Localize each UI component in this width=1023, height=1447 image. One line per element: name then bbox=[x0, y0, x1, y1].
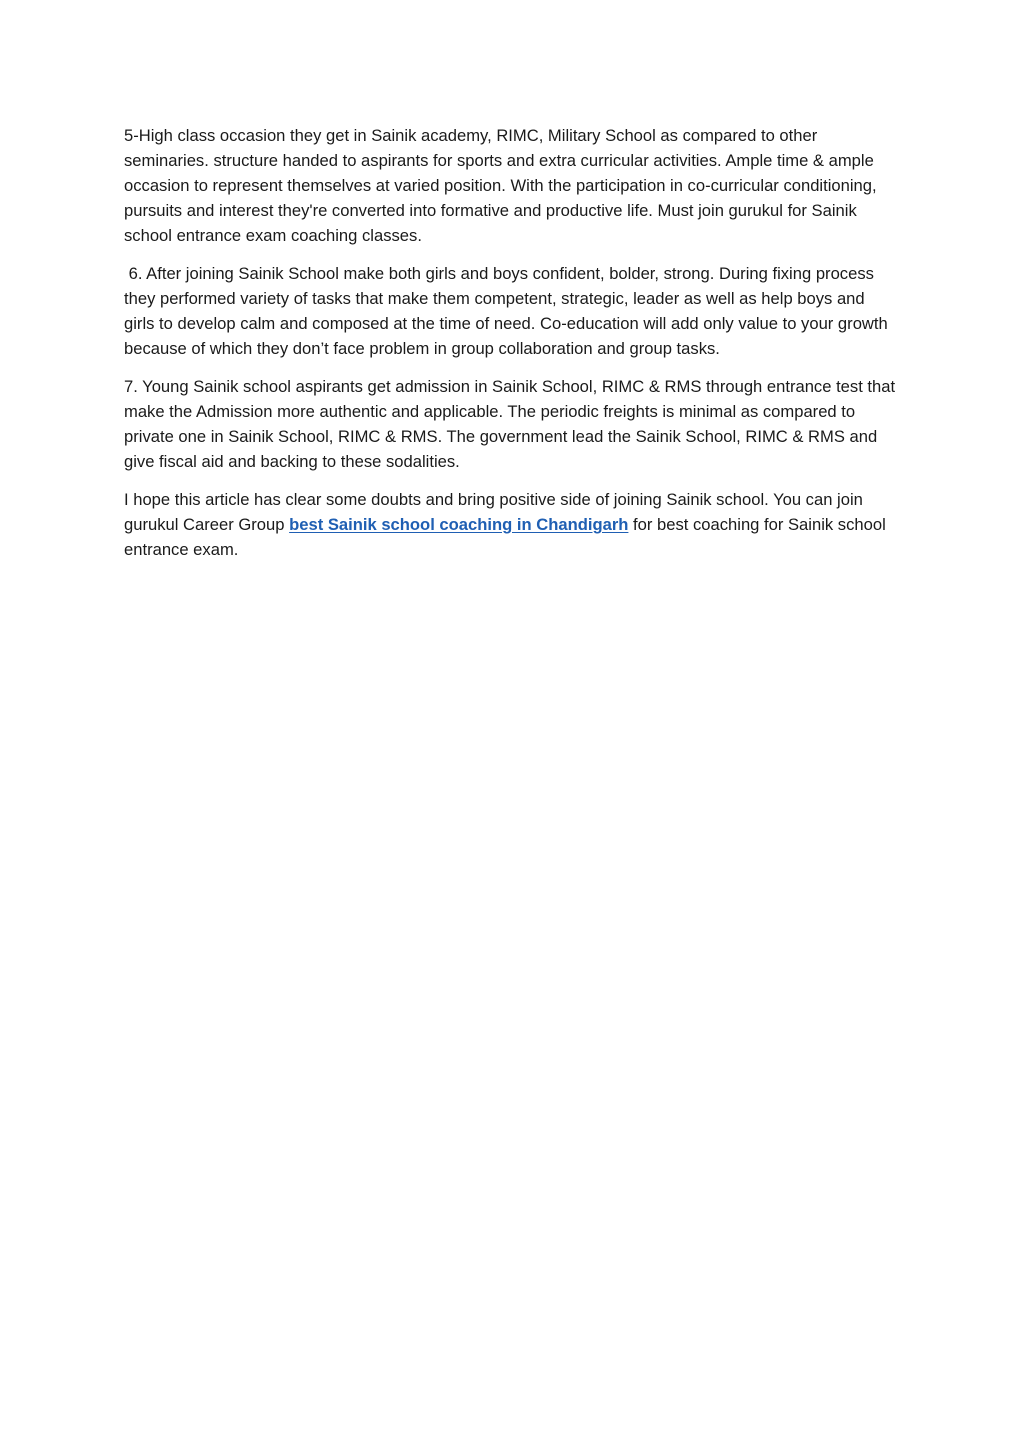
conclusion-text-before: I hope this article has clear some doubts and bring positive side of joining Sainik school. You can join gurukul Career Group bbox=[124, 490, 863, 534]
document-body bbox=[124, 123, 899, 575]
coaching-link[interactable]: best Sainik school coaching in Chandigarh bbox=[289, 515, 629, 534]
paragraph-7-young-aspirants: 7. Young Sainik school aspirants get admission in Sainik School, RIMC & RMS through entrance test that make the Admission more authentic and applicable. The periodic freights is minimal as compared to private one in Sainik School, RIMC & RMS. The government lead the Sainik School, RIMC & RMS and give fiscal aid and backing to these sodalities. bbox=[124, 377, 896, 471]
paragraph-conclusion bbox=[124, 487, 899, 562]
paragraph-5-high-class: 5-High class occasion they get in Sainik academy, RIMC, Military School as compared to other seminaries. structure handed to aspirants for sports and extra curricular activities. Ample time & ample occasion to represent themselves at varied position. With the participation in co-curricular conditioning, pursuits and interest they're converted into formative and productive life. Must join gurukul for Sainik school entrance exam coaching classes. bbox=[124, 126, 877, 245]
conclusion-text-after: for best coaching for Sainik school entrance exam. bbox=[124, 515, 886, 559]
paragraph-6-after-joining: 6. After joining Sainik School make both girls and boys confident, bolder, strong. During fixing process they performed variety of tasks that make them competent, strategic, leader as well as help boys and girls to develop calm and composed at the time of need. Co-education will add only value to your growth because of which they don’t face problem in group collaboration and group tasks. bbox=[124, 264, 893, 358]
